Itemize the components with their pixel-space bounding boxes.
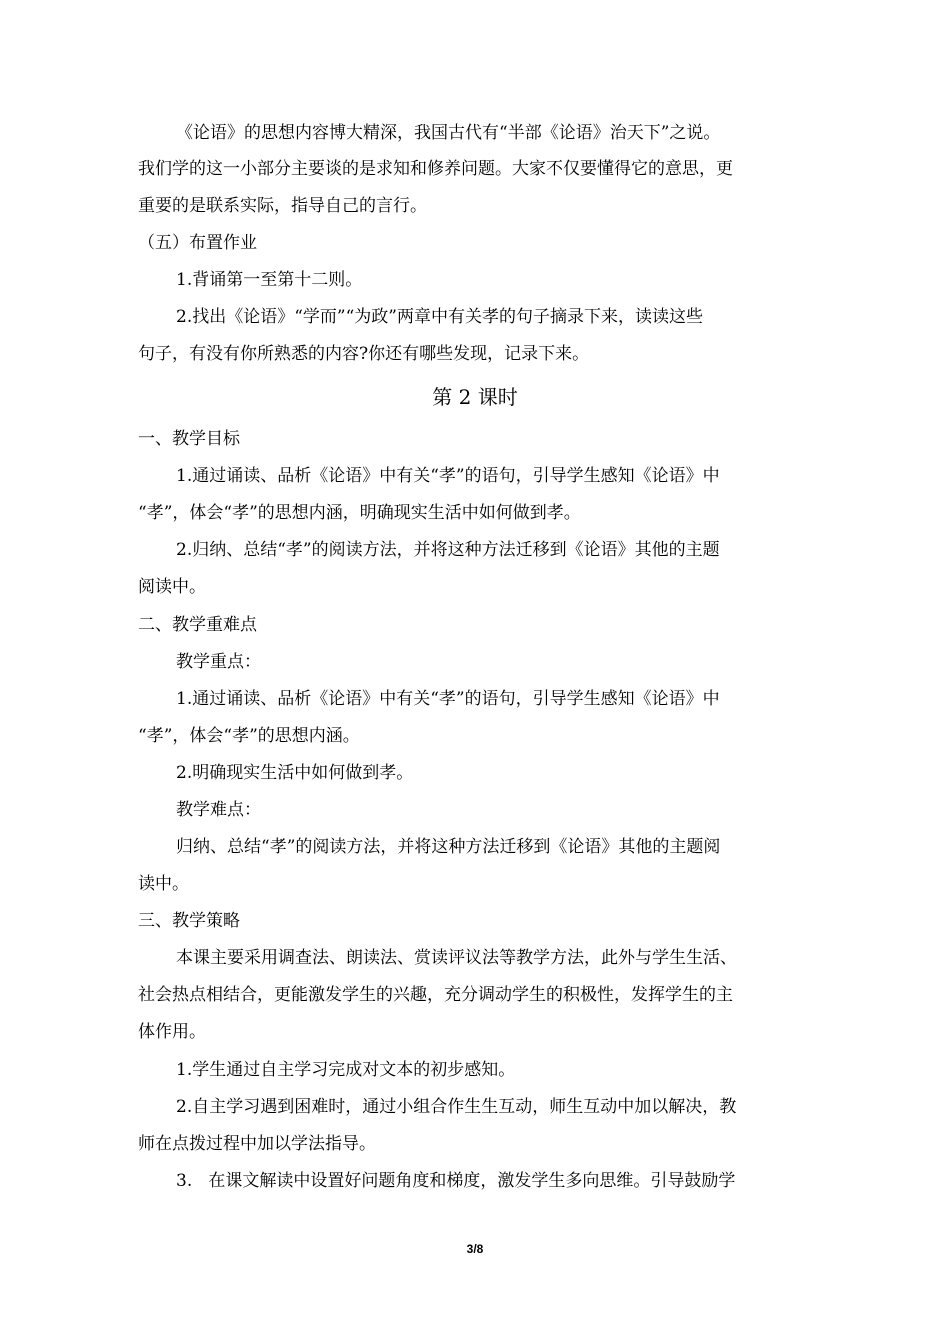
paragraph-line: 体作用。 (138, 1022, 206, 1042)
paragraph-line: “孝”，体会“孝”的思想内涵。 (138, 726, 360, 746)
paragraph-line: 我们学的这一小部分主要谈的是求知和修养问题。大家不仅要懂得它的意思，更 (138, 159, 733, 179)
paragraph-line: 《论语》的思想内容博大精深，我国古代有“半部《论语》治天下”之说。 (176, 123, 721, 143)
section-heading: 二、教学重难点 (138, 615, 257, 635)
section-heading: （五）布置作业 (138, 233, 257, 253)
section-heading: 一、教学目标 (138, 429, 240, 449)
list-item: 2.自主学习遇到困难时，通过小组合作生生互动，师生互动中加以解决，教 (176, 1097, 737, 1117)
paragraph-line: 读中。 (138, 874, 189, 894)
paragraph-line: 本课主要采用调查法、朗读法、赏读评议法等教学方法，此外与学生生活、 (176, 948, 737, 968)
paragraph-line: 社会热点相结合，更能激发学生的兴趣，充分调动学生的积极性，发挥学生的主 (138, 985, 733, 1005)
list-item: 3. 在课文解读中设置好问题角度和梯度，激发学生多向思维。引导鼓励学 (176, 1171, 736, 1191)
subheading: 教学重点： (176, 652, 261, 672)
paragraph-line: 句子，有没有你所熟悉的内容?你还有哪些发现，记录下来。 (138, 344, 590, 364)
list-item: 2.找出《论语》“学而”“为政”两章中有关孝的句子摘录下来，读读这些 (176, 307, 703, 327)
lesson-title: 第 2 课时 (432, 385, 518, 409)
subheading: 教学难点： (176, 800, 261, 820)
list-item: 1.学生通过自主学习完成对文本的初步感知。 (176, 1060, 516, 1080)
paragraph-line: 重要的是联系实际，指导自己的言行。 (138, 196, 427, 216)
list-item: 1.通过诵读、品析《论语》中有关“孝”的语句，引导学生感知《论语》中 (176, 466, 720, 486)
section-heading: 三、教学策略 (138, 911, 240, 931)
paragraph-line: 归纳、总结“孝”的阅读方法，并将这种方法迁移到《论语》其他的主题阅 (176, 837, 721, 857)
list-item: 2.归纳、总结“孝”的阅读方法，并将这种方法迁移到《论语》其他的主题 (176, 540, 720, 560)
list-item: 2.明确现实生活中如何做到孝。 (176, 763, 414, 783)
paragraph-line: “孝”，体会“孝”的思想内涵，明确现实生活中如何做到孝。 (138, 503, 581, 523)
paragraph-line: 阅读中。 (138, 577, 206, 597)
list-item: 1.背诵第一至第十二则。 (176, 270, 363, 290)
paragraph-line: 师在点拨过程中加以学法指导。 (138, 1134, 376, 1154)
page-number: 3/8 (466, 1242, 484, 1256)
list-item: 1.通过诵读、品析《论语》中有关“孝”的语句，引导学生感知《论语》中 (176, 689, 720, 709)
